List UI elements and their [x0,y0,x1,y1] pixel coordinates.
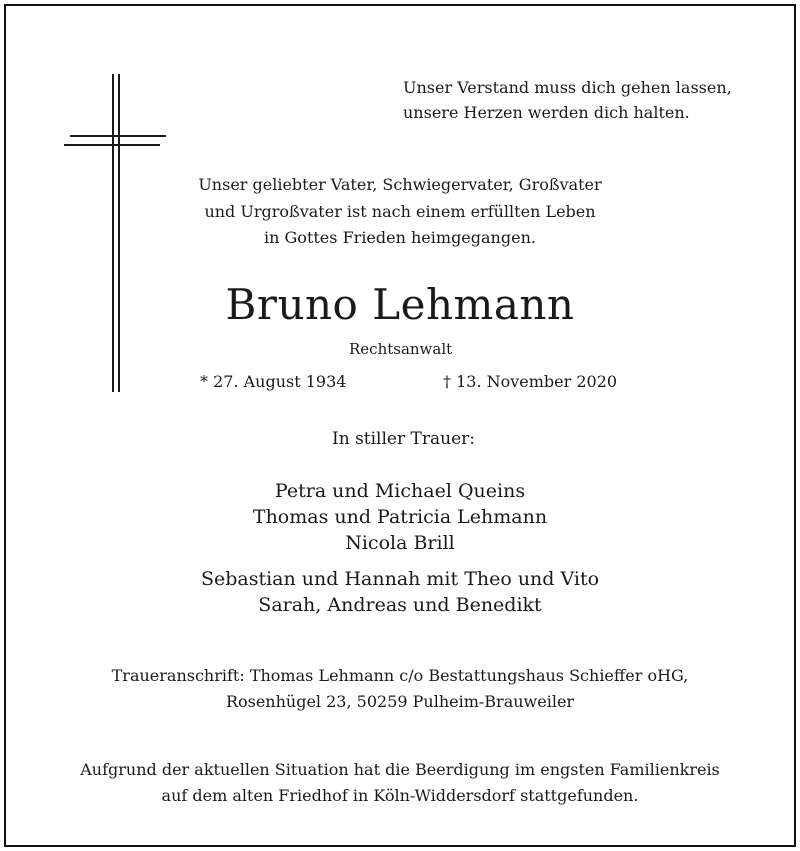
deceased-name: Bruno Lehmann [225,280,575,329]
deceased-profession: Rechtsanwalt [349,340,453,358]
mourner-line: Petra und Michael Queins [274,480,526,502]
intro-line-1: Unser geliebter Vater, Schwiegervater, Großvater [198,175,602,194]
death-date: † 13. November 2020 [443,372,618,391]
mourner-line: Nicola Brill [345,532,455,554]
note-line-2: auf dem alten Friedhof in Köln-Widdersdorf stattgefunden. [161,786,639,805]
birth-date: * 27. August 1934 [200,372,347,391]
mourner-line: Thomas und Patricia Lehmann [252,506,548,528]
obituary-notice [4,4,796,847]
note-line-1: Aufgrund der aktuellen Situation hat die Beerdigung im engsten Familienkreis [80,760,720,779]
mourner-line: Sarah, Andreas und Benedikt [258,594,542,616]
motto-line-1: Unser Verstand muss dich gehen lassen, [403,78,732,97]
intro-line-2: und Urgroßvater ist nach einem erfüllten Leben [204,202,596,221]
intro-line-3: in Gottes Frieden heimgegangen. [264,228,536,247]
address-line-1: Traueranschrift: Thomas Lehmann c/o Bestattungshaus Schieffer oHG, [111,666,689,685]
mourner-line: Sebastian und Hannah mit Theo und Vito [200,568,600,590]
address-line-2: Rosenhügel 23, 50259 Pulheim-Brauweiler [225,692,575,711]
mourning-heading: In stiller Trauer: [332,429,475,449]
motto-line-2: unsere Herzen werden dich halten. [403,103,690,122]
